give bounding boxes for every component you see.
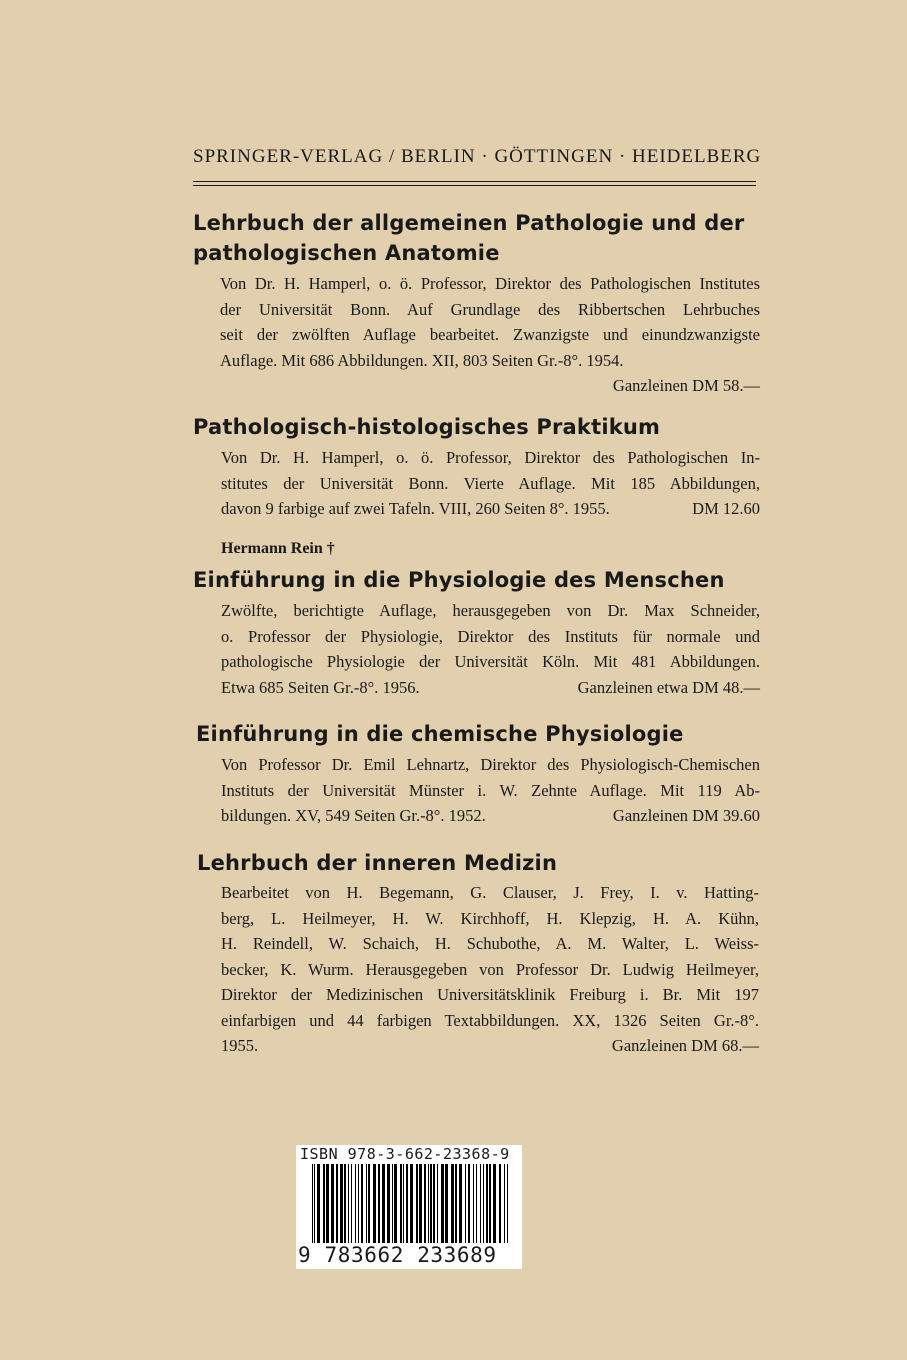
barcode-bar bbox=[486, 1164, 488, 1250]
barcode-bar bbox=[392, 1164, 393, 1250]
barcode-icon bbox=[312, 1164, 508, 1250]
book-description bbox=[221, 598, 760, 700]
barcode-bar bbox=[473, 1164, 474, 1250]
publisher-line: SPRINGER-VERLAG / BERLIN · GÖTTINGEN · HEIDELBERG bbox=[193, 146, 762, 167]
book-title-line: Einführung in die Physiologie des Menschen bbox=[193, 568, 725, 592]
isbn-digits: 9 783662 233689 bbox=[298, 1243, 520, 1267]
barcode-bar bbox=[355, 1164, 356, 1250]
description-line: H. Reindell, W. Schaich, H. Schubothe, A. M. Walter, L. Weiss- bbox=[221, 934, 759, 953]
book-title bbox=[193, 565, 725, 595]
description-line: Von Dr. H. Hamperl, o. ö. Professor, Direktor des Pathologischen Institutes bbox=[220, 274, 760, 293]
description-line: o. Professor der Physiologie, Direktor des Instituts für normale und bbox=[221, 626, 760, 646]
book-title-line: Pathologisch-histologisches Praktikum bbox=[193, 415, 661, 439]
barcode-bar bbox=[368, 1164, 370, 1250]
barcode-bar bbox=[344, 1164, 346, 1250]
barcode-bar bbox=[433, 1164, 435, 1250]
book-title bbox=[193, 208, 744, 268]
description-line: Von Dr. H. Hamperl, o. ö. Professor, Direktor des Pathologischen In- bbox=[221, 448, 760, 467]
barcode-bar bbox=[351, 1164, 352, 1250]
divider-rule-thin bbox=[193, 185, 756, 186]
book-title bbox=[196, 719, 684, 749]
book-price: DM 12.60 bbox=[692, 499, 760, 518]
book-title-line: pathologischen Anatomie bbox=[193, 241, 500, 265]
barcode-bar bbox=[459, 1164, 462, 1250]
description-line: becker, K. Wurm. Herausgegeben von Professor Dr. Ludwig Heilmeyer, bbox=[221, 959, 759, 979]
barcode-bar bbox=[326, 1164, 329, 1250]
description-line: Auflage. Mit 686 Abbildungen. XII, 803 Seiten Gr.-8°. 1954. bbox=[220, 350, 624, 370]
barcode-bar bbox=[480, 1164, 481, 1250]
barcode-bar bbox=[331, 1164, 334, 1250]
book-price: Ganzleinen DM 68.— bbox=[611, 1036, 759, 1055]
barcode-bar bbox=[437, 1164, 438, 1250]
description-line: Direktor der Medizinischen Universitätsklinik Freiburg i. Br. Mit 197 bbox=[221, 985, 759, 1004]
barcode-bar bbox=[493, 1164, 496, 1250]
barcode-bar bbox=[416, 1164, 418, 1250]
description-line: seit der zwölften Auflage bearbeitet. Zwanzigste und einundzwanzigste bbox=[220, 325, 760, 344]
barcode-bar bbox=[489, 1164, 491, 1250]
book-title bbox=[197, 848, 557, 878]
book-title-line: Lehrbuch der inneren Medizin bbox=[197, 851, 558, 875]
barcode-bar bbox=[406, 1164, 408, 1250]
description-line: Etwa 685 Seiten Gr.-8°. 1956. bbox=[221, 677, 420, 697]
barcode-bar bbox=[476, 1164, 477, 1250]
barcode-bar bbox=[312, 1164, 313, 1250]
book-description bbox=[220, 271, 760, 399]
description-line: einfarbigen und 44 farbigen Textabbildungen. XX, 1326 Seiten Gr.-8°. bbox=[221, 1010, 759, 1030]
barcode-bar bbox=[441, 1164, 444, 1250]
book-description bbox=[221, 445, 760, 522]
book-description bbox=[221, 880, 759, 1059]
barcode-bar bbox=[323, 1164, 325, 1250]
description-line: Instituts der Universität Münster i. W. Zehnte Auflage. Mit 119 Ab- bbox=[221, 780, 760, 800]
book-price: Ganzleinen DM 58.— bbox=[612, 376, 760, 395]
barcode-bar bbox=[366, 1164, 367, 1250]
barcode-bar bbox=[387, 1164, 390, 1250]
description-line: Von Professor Dr. Emil Lehnartz, Direktor des Physiologisch-Chemischen bbox=[221, 755, 760, 774]
description-line: stitutes der Universität Bonn. Vierte Auflage. Mit 185 Abbildungen, bbox=[221, 473, 760, 493]
barcode-bar bbox=[430, 1164, 432, 1250]
description-line: davon 9 farbige auf zwei Tafeln. VIII, 260 Seiten 8°. 1955. bbox=[221, 499, 610, 518]
barcode-bar bbox=[499, 1164, 501, 1250]
barcode-bar bbox=[468, 1164, 470, 1250]
barcode-bar bbox=[336, 1164, 338, 1250]
barcode-bar bbox=[465, 1164, 466, 1250]
barcode-bar bbox=[451, 1164, 454, 1250]
description-line: pathologische Physiologie der Universität Köln. Mit 481 Abbildungen. bbox=[221, 652, 760, 671]
description-line: bildungen. XV, 549 Seiten Gr.-8°. 1952. bbox=[221, 806, 486, 825]
barcode-bar bbox=[424, 1164, 426, 1250]
barcode-bar bbox=[483, 1164, 484, 1250]
description-line: der Universität Bonn. Auf Grundlage des Ribbertschen Lehrbuches bbox=[220, 299, 760, 319]
book-author: Hermann Rein † bbox=[221, 540, 335, 557]
barcode-bar bbox=[507, 1164, 508, 1250]
isbn-label: ISBN 978-3-662-23368-9 bbox=[300, 1145, 510, 1163]
description-line: Zwölfte, berichtigte Auflage, herausgegeben von Dr. Max Schneider, bbox=[221, 601, 760, 620]
book-title bbox=[193, 412, 660, 442]
barcode-bar bbox=[504, 1164, 505, 1250]
divider-rule bbox=[193, 181, 756, 182]
barcode-bar bbox=[419, 1164, 422, 1250]
barcode-bar bbox=[340, 1164, 343, 1250]
barcode-bar bbox=[410, 1164, 413, 1250]
barcode-bar bbox=[361, 1164, 363, 1250]
barcode-bar bbox=[317, 1164, 320, 1250]
barcode-bar bbox=[382, 1164, 385, 1250]
barcode-bar bbox=[358, 1164, 359, 1250]
barcode-bar bbox=[403, 1164, 404, 1250]
barcode-bar bbox=[400, 1164, 402, 1250]
book-price: Ganzleinen DM 39.60 bbox=[612, 806, 760, 825]
barcode-bar bbox=[314, 1164, 315, 1250]
isbn-barcode bbox=[296, 1145, 522, 1269]
barcode-bar bbox=[428, 1164, 429, 1250]
description-line: Bearbeitet von H. Begemann, G. Clauser, J. Frey, I. v. Hatting- bbox=[221, 883, 759, 902]
description-line: 1955. bbox=[221, 1036, 259, 1055]
barcode-bar bbox=[348, 1164, 349, 1250]
barcode-bar bbox=[455, 1164, 457, 1250]
barcode-bar bbox=[378, 1164, 380, 1250]
barcode-bar bbox=[373, 1164, 376, 1250]
description-line: berg, L. Heilmeyer, H. W. Kirchhoff, H. Klepzig, H. A. Kühn, bbox=[221, 908, 759, 928]
barcode-bar bbox=[394, 1164, 397, 1250]
book-description bbox=[221, 752, 760, 829]
barcode-bar bbox=[445, 1164, 448, 1250]
book-price: Ganzleinen etwa DM 48.— bbox=[577, 677, 760, 697]
book-title-line: Lehrbuch der allgemeinen Pathologie und der bbox=[193, 211, 745, 235]
book-title-line: Einführung in die chemische Physiologie bbox=[196, 722, 684, 746]
